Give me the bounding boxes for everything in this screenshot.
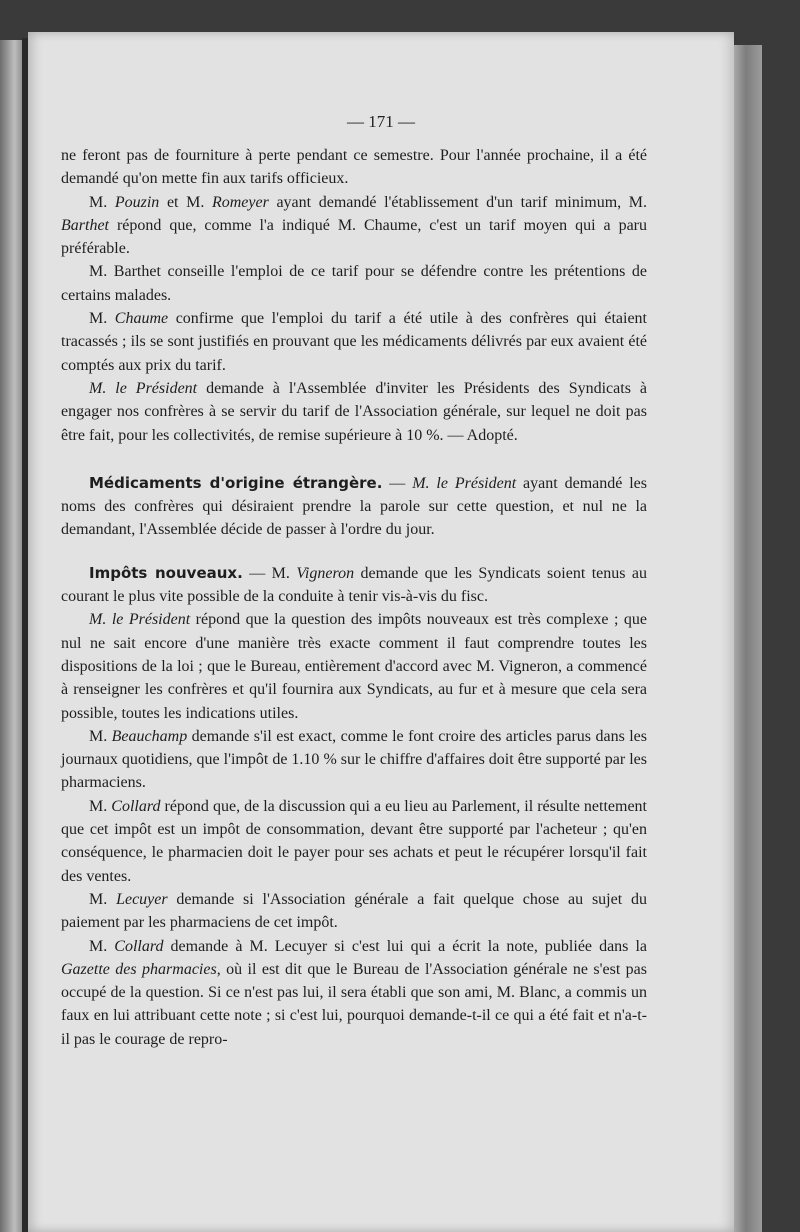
person-name: M. le Président	[89, 611, 191, 629]
text: M.	[89, 937, 115, 955]
section-medicaments	[61, 472, 647, 542]
text: demande que les Syndicats soient tenus au courant le plus vite possible de la conduite à tenir vis-à-vis du fisc.	[61, 564, 647, 606]
person-name: Barthet	[61, 216, 109, 234]
text: confirme que l'emploi du tarif a été utile à des confrères qui étaient tracassés ; ils se sont justifiés en prouvant que les médicaments délivrés par eux avaient été comptés aux prix du tarif.	[61, 310, 647, 374]
journal-title: Gazette des pharmacies	[61, 960, 217, 978]
text: M.	[89, 797, 112, 815]
paragraph	[61, 795, 647, 888]
book-page	[28, 32, 734, 1232]
paragraph	[61, 307, 647, 377]
text: , où il est dit que le Bureau de l'Association générale ne s'est pas occupé de la question. Si ce n'est pas lui, il sera établi que son ami, M. Blanc, a commis un faux en lui attribuant cette note ; si c'est lui, pourquoi demande-t-il ce qui a été fait et n'a-t-il pas le courage de repro-	[61, 960, 648, 1048]
text: répond que la question des impôts nouveaux est très complexe ; que nul ne sait encore d'une manière très exacte comment il faut comprendre toutes les dispositions de la loi ; que le Bureau, entièrement d'accord avec M. Vigneron, a commencé à renseigner les confrères et qu'il fournira aux Syndicats, au fur et à mesure que cela sera possible, toutes les indications utiles.	[61, 611, 647, 722]
text: ayant demandé les noms des confrères qui désiraient prendre la parole sur cette question, et nul ne la demandant, l'Assemblée décide de passer à l'ordre du jour.	[61, 474, 648, 539]
person-name: Beauchamp	[111, 727, 188, 745]
text: M.	[89, 890, 117, 908]
spacer	[61, 447, 647, 472]
text: répond que, comme l'a indiqué M. Chaume, c'est un tarif moyen qui a paru préférable.	[61, 216, 647, 258]
person-name: Vigneron	[296, 564, 355, 582]
text: demande s'il est exact, comme le font croire des articles parus dans les journaux quotidiens, que l'impôt de 1.10 % sur le chiffre d'affaires doit être supporté par les pharmaciens.	[61, 727, 647, 792]
text: demande si l'Association générale a fait quelque chose au sujet du paiement par les pharmaciens de cet impôt.	[61, 890, 647, 932]
text: demande à M. Lecuyer si c'est lui qui a écrit la note, publiée dans la	[163, 937, 647, 955]
spacer	[61, 542, 647, 562]
page-body	[61, 144, 647, 1051]
person-name: Lecuyer	[116, 890, 168, 908]
paragraph	[61, 144, 647, 191]
page-number: — 171 —	[347, 112, 415, 131]
text: — M.	[242, 564, 297, 582]
paragraph-text: ne feront pas de fourniture à perte pendant ce semestre. Pour l'année prochaine, il a été demandé qu'on mette fin aux tarifs officieux.	[61, 147, 647, 188]
person-name: M. le Président	[412, 474, 517, 492]
person-name: M. le Président	[89, 379, 198, 397]
paragraph	[61, 260, 647, 307]
person-name: Collard	[114, 937, 164, 955]
section-impots	[61, 562, 647, 609]
text: demande à l'Assemblée d'inviter les Présidents des Syndicats à engager nos confrères à se servir du tarif de l'Association générale, sur lequel ne doit pas être fait, pour les collectivités, de remise supérieure à 10 %. — Adopté.	[61, 379, 647, 444]
paragraph	[61, 725, 647, 795]
paragraph	[61, 608, 647, 724]
paragraph	[61, 377, 647, 447]
section-heading: Médicaments d'origine étrangère.	[89, 473, 383, 492]
text: M.	[89, 193, 115, 211]
section-heading: Impôts nouveaux.	[89, 563, 243, 582]
paragraph-text: M. Barthet conseille l'emploi de ce tarif pour se défendre contre les prétentions de certains malades.	[61, 263, 647, 304]
text: ayant demandé l'établissement d'un tarif minimum, M.	[268, 193, 647, 211]
text: M.	[89, 310, 115, 328]
text: répond que, de la discussion qui a eu lieu au Parlement, il résulte nettement que cet impôt est un impôt de consommation, devant être supporté par l'acheteur ; qu'en conséquence, le pharmacien doit le payer pour ses achats et peut le récupérer lorsqu'il fait des ventes.	[61, 797, 647, 885]
left-page-edge	[0, 40, 24, 1232]
person-name: Chaume	[114, 310, 169, 328]
paragraph	[61, 888, 647, 935]
person-name: Collard	[111, 797, 161, 815]
text: —	[382, 474, 413, 492]
text: M.	[89, 727, 112, 745]
person-name: Romeyer	[211, 193, 269, 211]
paragraph	[61, 935, 647, 1051]
person-name: Pouzin	[114, 193, 160, 211]
text: et M.	[159, 193, 212, 211]
paragraph	[61, 191, 647, 261]
